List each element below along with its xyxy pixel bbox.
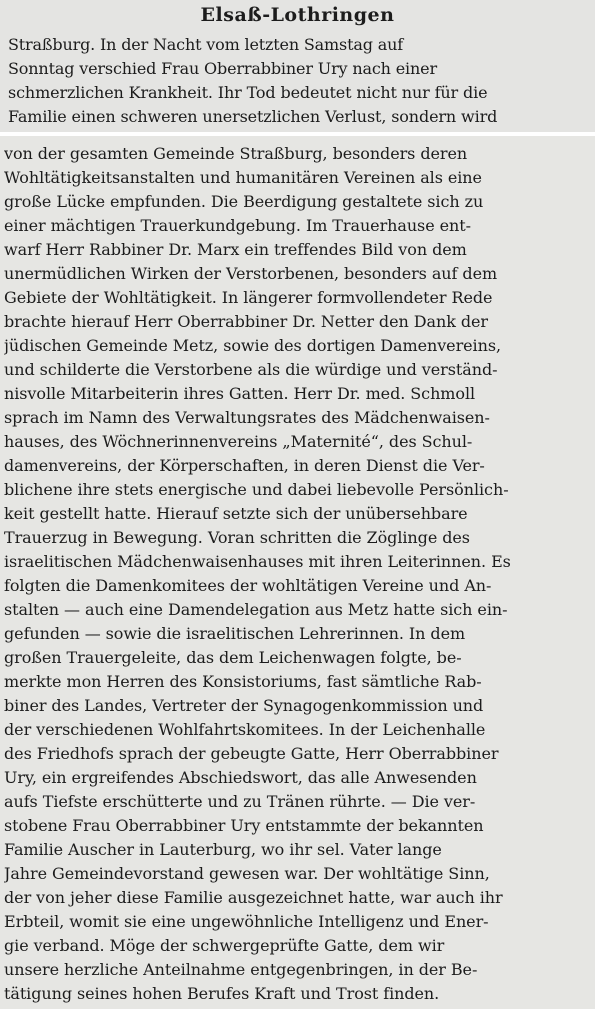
text-line: aufs Tiefste erschütterte und zu Tränen rührte. — Die ver- xyxy=(4,792,476,811)
text-line: Familie Auscher in Lauterburg, wo ihr sel. Vater lange xyxy=(4,840,442,859)
text-line: israelitischen Mädchenwaisenhauses mit ihren Leiterinnen. Es xyxy=(4,552,511,571)
text-line: der verschiedenen Wohlfahrtskomitees. In der Leichenhalle xyxy=(4,720,486,739)
text-line: merkte mon Herren des Konsistoriums, fast sämtliche Rab- xyxy=(4,672,482,691)
text-line: stalten — auch eine Damendelegation aus Metz hatte sich ein- xyxy=(4,600,508,619)
text-line: und schilderte die Verstorbene als die würdige und verständ- xyxy=(4,360,498,379)
text-line: tätigung seines hohen Berufes Kraft und Trost finden. xyxy=(4,984,440,1003)
text-line: schmerzlichen Krankheit. Ihr Tod bedeutet nicht nur für die xyxy=(8,83,488,102)
text-line: gefunden — sowie die israelitischen Lehrerinnen. In dem xyxy=(4,624,466,643)
text-line: damenvereins, der Körperschaften, in deren Dienst die Ver- xyxy=(4,456,485,475)
text-line: blichene ihre stets energische und dabei liebevolle Persönlich- xyxy=(4,480,509,499)
text-line: Ury, ein ergreifendes Abschiedswort, das alle Anwesenden xyxy=(4,768,477,787)
text-line: von der gesamten Gemeinde Straßburg, besonders deren xyxy=(4,144,468,163)
text-line: warf Herr Rabbiner Dr. Marx ein treffendes Bild von dem xyxy=(4,240,467,259)
text-line: keit gestellt hatte. Hierauf setzte sich der unübersehbare xyxy=(4,504,468,523)
text-line: hauses, des Wöchnerinnenvereins „Maternité“, des Schul- xyxy=(4,432,473,451)
text-line: großen Trauergeleite, das dem Leichenwagen folgte, be- xyxy=(4,648,462,667)
text-line: Erbteil, womit sie eine ungewöhnliche Intelligenz und Ener- xyxy=(4,912,489,931)
text-line: der von jeher diese Familie ausgezeichnet hatte, war auch ihr xyxy=(4,888,503,907)
article-clipping-main xyxy=(0,136,595,1009)
text-line: sprach im Namn des Verwaltungsrates des Mädchenwaisen- xyxy=(4,408,490,427)
text-line: Jahre Gemeindevorstand gewesen war. Der wohltätige Sinn, xyxy=(4,864,490,883)
text-line: Sonntag verschied Frau Oberrabbiner Ury nach einer xyxy=(8,59,437,78)
text-line: große Lücke empfunden. Die Beerdigung gestaltete sich zu xyxy=(4,192,484,211)
text-line: Gebiete der Wohltätigkeit. In längerer formvollendeter Rede xyxy=(4,288,493,307)
text-line: gie verband. Möge der schwergeprüfte Gatte, dem wir xyxy=(4,936,445,955)
text-line: nisvolle Mitarbeiterin ihres Gatten. Herr Dr. med. Schmoll xyxy=(4,384,476,403)
text-line: biner des Landes, Vertreter der Synagogenkommission und xyxy=(4,696,484,715)
article-clipping-top xyxy=(0,0,595,132)
text-line: unermüdlichen Wirken der Verstorbenen, besonders auf dem xyxy=(4,264,498,283)
section-heading: Elsaß-Lothringen xyxy=(200,4,395,26)
text-line: Trauerzug in Bewegung. Voran schritten die Zöglinge des xyxy=(4,528,470,547)
text-line: jüdischen Gemeinde Metz, sowie des dortigen Damenvereins, xyxy=(4,336,501,355)
text-line: brachte hierauf Herr Oberrabbiner Dr. Netter den Dank der xyxy=(4,312,488,331)
text-line: Straßburg. In der Nacht vom letzten Samstag auf xyxy=(8,35,403,54)
text-line: Familie einen schweren unersetzlichen Verlust, sondern wird xyxy=(8,107,498,126)
text-line: des Friedhofs sprach der gebeugte Gatte, Herr Oberrabbiner xyxy=(4,744,499,763)
text-line: Wohltätigkeitsanstalten und humanitären Vereinen als eine xyxy=(4,168,482,187)
text-line: stobene Frau Oberrabbiner Ury entstammte der bekannten xyxy=(4,816,484,835)
text-line: unsere herzliche Anteilnahme entgegenbringen, in der Be- xyxy=(4,960,478,979)
text-line: folgten die Damenkomitees der wohltätigen Vereine und An- xyxy=(4,576,492,595)
text-line: einer mächtigen Trauerkundgebung. Im Trauerhause ent- xyxy=(4,216,471,235)
